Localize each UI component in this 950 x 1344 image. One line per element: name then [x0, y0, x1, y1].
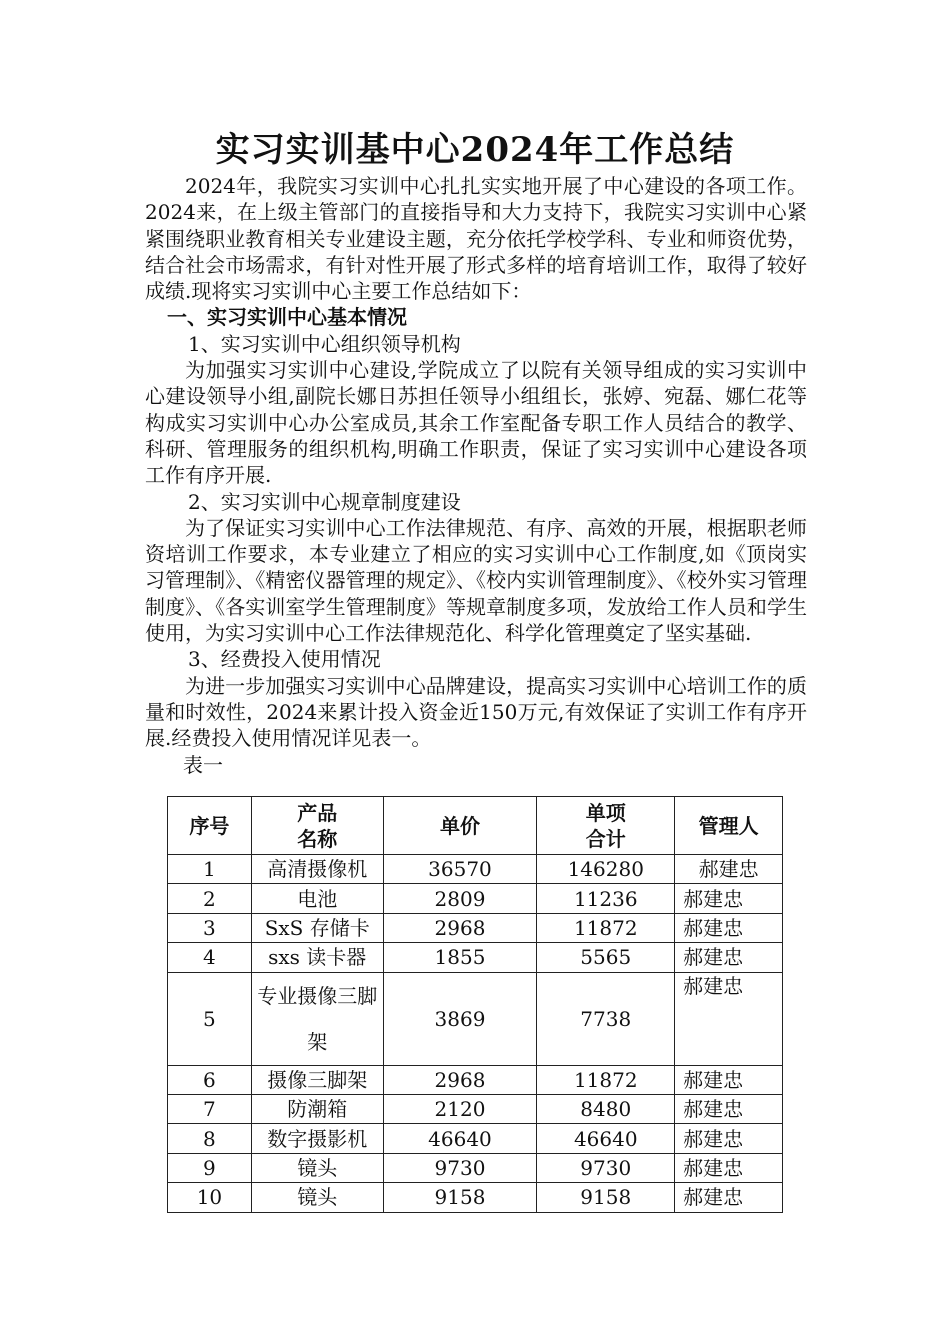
table-row	[168, 1124, 783, 1153]
cell-name: 镜头	[251, 1183, 383, 1212]
cell-total: 5565	[537, 943, 675, 972]
funding-paragraph: 为进一步加强实习实训中心品牌建设，提高实习实训中心培训工作的质量和时效性，2024来累计投入资金近150万元,有效保证了实训工作有序开展.经费投入使用情况详见表一。	[145, 673, 807, 751]
header-no: 序号	[168, 797, 252, 855]
table-row	[168, 855, 783, 884]
cell-name: 电池	[251, 884, 383, 913]
cell-price: 2120	[383, 1094, 537, 1123]
cell-total: 8480	[537, 1094, 675, 1123]
cell-no: 6	[168, 1065, 252, 1094]
header-name	[251, 797, 383, 855]
cell-total: 9158	[537, 1183, 675, 1212]
table-row	[168, 972, 783, 1065]
table-row	[168, 1065, 783, 1094]
table-row	[168, 1094, 783, 1123]
cell-name: 高清摄像机	[251, 855, 383, 884]
cell-name: 数字摄影机	[251, 1124, 383, 1153]
cell-name: sxs 读卡器	[251, 943, 383, 972]
table-row	[168, 1153, 783, 1182]
cell-no: 8	[168, 1124, 252, 1153]
cell-price: 46640	[383, 1124, 537, 1153]
cell-manager: 郝建忠	[675, 1124, 783, 1153]
cell-no: 10	[168, 1183, 252, 1212]
cell-total: 146280	[537, 855, 675, 884]
header-price: 单价	[383, 797, 537, 855]
cell-manager: 郝建忠	[675, 1183, 783, 1212]
cell-total: 9730	[537, 1153, 675, 1182]
cell-total: 11236	[537, 884, 675, 913]
cell-total: 46640	[537, 1124, 675, 1153]
subsection-heading-funding: 3、经费投入使用情况	[188, 647, 381, 672]
header-name-line2: 名称	[297, 826, 338, 851]
table-row	[168, 1183, 783, 1212]
cell-manager: 郝建忠	[675, 943, 783, 972]
cell-price: 2968	[383, 1065, 537, 1094]
cell-manager: 郝建忠	[675, 1065, 783, 1094]
cell-name: 专业摄像三脚架	[251, 972, 383, 1065]
page-title: 实习实训基中心2024年工作总结	[215, 130, 735, 170]
cell-price: 2968	[383, 913, 537, 942]
cell-price: 3869	[383, 972, 537, 1065]
section-heading-basic-info: 一、实习实训中心基本情况	[167, 305, 407, 330]
table-row	[168, 913, 783, 942]
header-total-line2: 合计	[585, 826, 626, 851]
cell-name: 镜头	[251, 1153, 383, 1182]
table-row	[168, 943, 783, 972]
cell-total: 7738	[537, 972, 675, 1065]
cell-manager: 郝建忠	[675, 1094, 783, 1123]
table-header-row	[168, 797, 783, 855]
organization-paragraph: 为加强实习实训中心建设,学院成立了以院有关领导组成的实习实训中心建设领导小组,副院长娜日苏担任领导小组组长，张婷、宛磊、娜仁花等构成实习实训中心办公室成员,其余工作室配备专职工作人员结合的教学、科研、管理服务的组织机构,明确工作职责，保证了实习实训中心建设各项工作有序开展.	[145, 358, 807, 488]
cell-manager: 郝建忠	[675, 972, 783, 1065]
cell-no: 7	[168, 1094, 252, 1123]
subsection-heading-regulations: 2、实习实训中心规章制度建设	[188, 489, 461, 514]
cell-name: 摄像三脚架	[251, 1065, 383, 1094]
header-total	[537, 797, 675, 855]
cell-price: 36570	[383, 855, 537, 884]
intro-paragraph: 2024年，我院实习实训中心扎扎实实地开展了中心建设的各项工作。2024来，在上级主管部门的直接指导和大力支持下，我院实习实训中心紧紧围绕职业教育相关专业建设主题，充分依托学校学科、专业和师资优势，结合社会市场需求，有针对性开展了形式多样的培育培训工作，取得了较好成绩.现将实习实训中心主要工作总结如下：	[145, 174, 807, 304]
document-body	[145, 173, 807, 778]
header-manager: 管理人	[675, 797, 783, 855]
header-name-line1: 产品	[297, 800, 338, 825]
cell-manager: 郝建忠	[675, 1153, 783, 1182]
cell-price: 9158	[383, 1183, 537, 1212]
cell-price: 2809	[383, 884, 537, 913]
header-total-line1: 单项	[585, 800, 626, 825]
cell-no: 1	[168, 855, 252, 884]
table-label: 表一	[183, 752, 223, 777]
cell-no: 3	[168, 913, 252, 942]
cell-total: 11872	[537, 1065, 675, 1094]
cell-manager: 郝建忠	[675, 913, 783, 942]
subsection-heading-organization: 1、实习实训中心组织领导机构	[188, 331, 461, 356]
cell-no: 5	[168, 972, 252, 1065]
cell-price: 9730	[383, 1153, 537, 1182]
table-row	[168, 884, 783, 913]
cell-no: 4	[168, 943, 252, 972]
cell-total: 11872	[537, 913, 675, 942]
cell-no: 2	[168, 884, 252, 913]
funding-table	[167, 796, 783, 1213]
cell-name: SxS 存储卡	[251, 913, 383, 942]
cell-manager: 郝建忠	[675, 884, 783, 913]
regulations-paragraph: 为了保证实习实训中心工作法律规范、有序、高效的开展，根据职老师资培训工作要求，本专业建立了相应的实习实训中心工作制度,如《顶岗实习管理制》、《精密仪器管理的规定》、《校内实训管理制度》、《校外实习管理制度》、《各实训室学生管理制度》等规章制度多项，发放给工作人员和学生使用，为实习实训中心工作法律规范化、科学化管理奠定了坚实基础.	[145, 515, 807, 646]
cell-no: 9	[168, 1153, 252, 1182]
cell-price: 1855	[383, 943, 537, 972]
cell-name: 防潮箱	[251, 1094, 383, 1123]
cell-manager: 郝建忠	[675, 855, 783, 884]
